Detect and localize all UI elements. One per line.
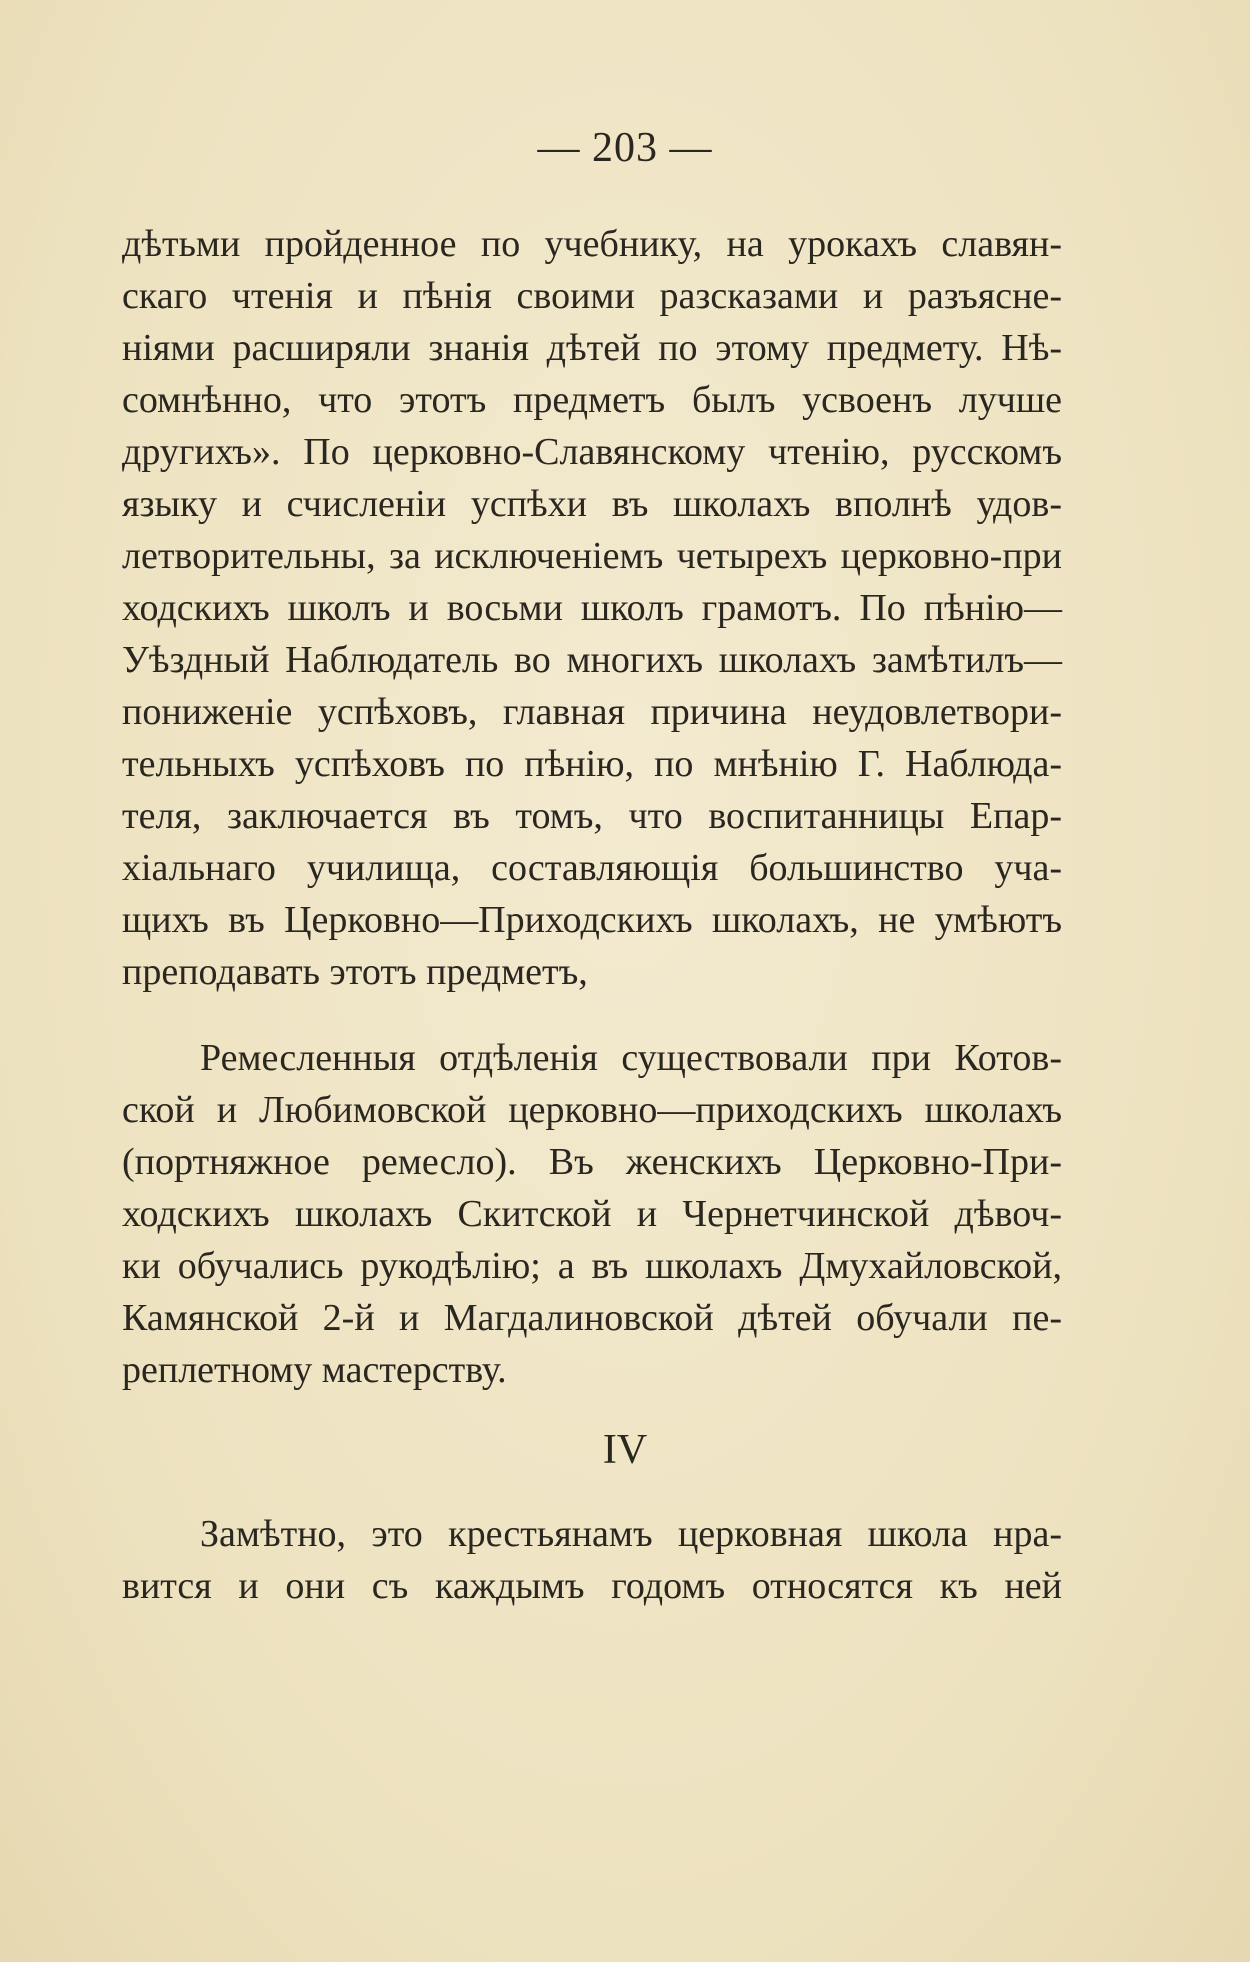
text-line: дѣтьми пройденное по учебнику, на урокахъ славян- [122,223,1062,265]
text-line: сомнѣнно, что этотъ предметъ былъ усвоенъ лучше [122,379,1062,421]
paragraph-2 [122,1032,1062,1396]
text-line: ніями расширяли знанія дѣтей по этому предмету. Нѣ- [122,327,1062,369]
paragraph-1 [122,218,1062,998]
text-line: ской и Любимовской церковно—приходскихъ школахъ [122,1089,1062,1131]
text-line: летворительны, за исключеніемъ четырехъ церковно-при [122,535,1062,577]
text-line: ходскихъ школахъ Скитской и Чернетчинской дѣвоч- [122,1193,1062,1235]
text-line: Уѣздный Наблюдатель во многихъ школахъ замѣтилъ— [122,639,1062,681]
text-line: другихъ». По церковно-Славянскому чтенію, русскомъ [122,431,1062,473]
text-line: Камянской 2-й и Магдалиновской дѣтей обучали пе- [122,1297,1062,1339]
text-line: ходскихъ школъ и восьми школъ грамотъ. По пѣнію— [122,587,1062,629]
text-line: преподавать этотъ предметъ, [122,951,588,993]
text-line: хіальнаго училища, составляющія большинство уча- [122,847,1062,889]
text-line: тельныхъ успѣховъ по пѣнію, по мнѣнію Г. Наблюда- [122,743,1062,785]
text-line: Ремесленныя отдѣленія существовали при Котов- [200,1037,1062,1079]
text-line: Замѣтно, это крестьянамъ церковная школа нра- [200,1513,1062,1555]
text-line: щихъ въ Церковно—Приходскихъ школахъ, не умѣютъ [122,899,1062,941]
text-line: теля, заключается въ томъ, что воспитанницы Епар- [122,795,1062,837]
text-line: (портняжное ремесло). Въ женскихъ Церковно-При- [122,1141,1062,1183]
section-heading: IV [602,1427,648,1473]
text-line: ки обучались рукодѣлію; а въ школахъ Дмухайловской, [122,1245,1062,1287]
text-line: вится и они съ каждымъ годомъ относятся къ ней [122,1565,1062,1607]
text-line: скаго чтенія и пѣнія своими разсказами и разъясне- [122,275,1062,317]
page-number: — 203 — [537,125,713,171]
text-line: реплетному мастерству. [122,1349,507,1391]
paragraph-3 [122,1508,1062,1612]
text-line: пониженіе успѣховъ, главная причина неудовлетвори- [122,691,1062,733]
text-line: языку и счисленіи успѣхи въ школахъ вполнѣ удов- [122,483,1062,525]
